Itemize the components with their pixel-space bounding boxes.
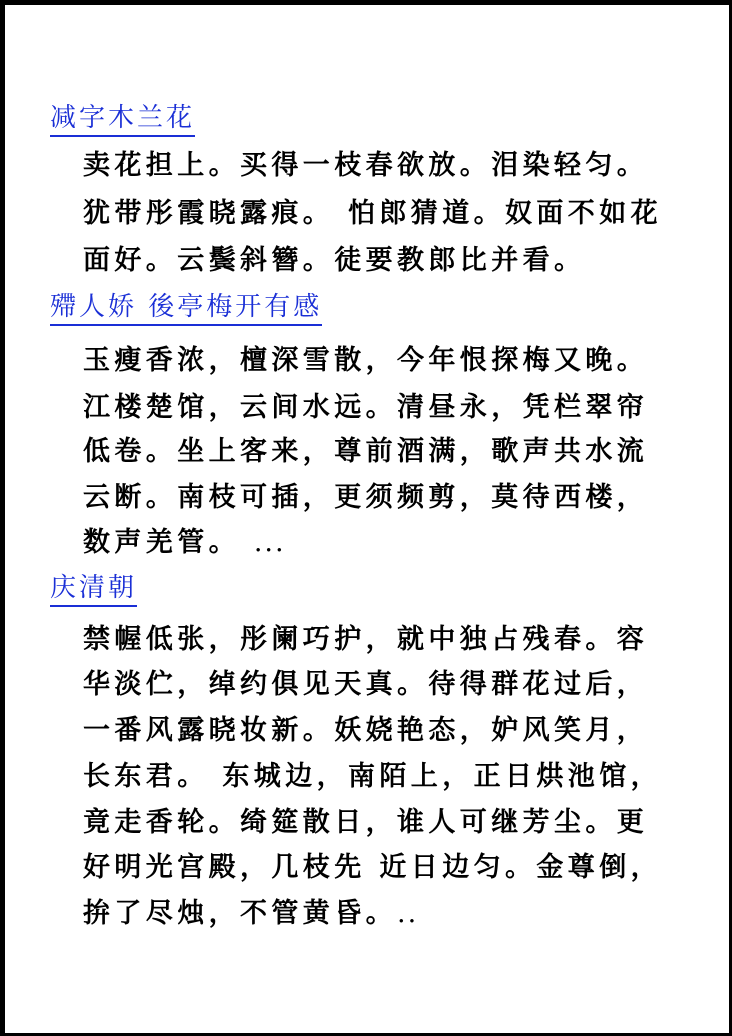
ellipsis: ...: [253, 527, 286, 558]
poem-title: 减字木兰花: [50, 101, 195, 137]
ellipsis: ..: [397, 898, 419, 929]
poem-line: 犹带彤霞晓露痕。 怕郎猜道。奴面不如花: [83, 198, 662, 229]
poem-line: 玉瘦香浓，檀深雪散，今年恨探梅又晚。: [83, 345, 649, 376]
poem-line: [83, 523, 693, 563]
poem-title: 庆清朝: [50, 571, 137, 607]
poem-line: 竟走香轮。绮筵散日，谁人可继芳尘。更: [83, 807, 649, 838]
poem-line: 卖花担上。买得一枝春欲放。泪染轻匀。: [83, 150, 649, 181]
poem-line: 江楼楚馆，云间水远。清昼永，凭栏翠帘: [83, 392, 649, 423]
poem-title: 殢人娇 後亭梅开有感: [50, 290, 322, 326]
poem-line-text: 拚了尽烛，不管黄昏。: [83, 898, 397, 929]
poem-line: 低卷。坐上客来，尊前酒满，歌声共水流: [83, 436, 649, 467]
poem-line: 长东君。 东城边，南陌上，正日烘池馆，: [83, 761, 662, 792]
poem-line: [83, 894, 693, 934]
poem-line-text: 数声羌管。: [83, 527, 240, 558]
poem-line: 一番风露晓妆新。妖娆艳态，妒风笑月，: [83, 715, 649, 746]
poem-line: 面好。云鬓斜簪。徒要教郎比并看。: [83, 245, 586, 276]
poem-line: 好明光宫殿，几枝先 近日边匀。金尊倒，: [83, 852, 662, 883]
poem-line: 云断。南枝可插，更须频剪，莫待西楼，: [83, 482, 649, 513]
poem-line: 华淡伫，绰约俱见天真。待得群花过后，: [83, 669, 649, 700]
poem-line: 禁幄低张，彤阑巧护，就中独占残春。容: [83, 624, 649, 655]
